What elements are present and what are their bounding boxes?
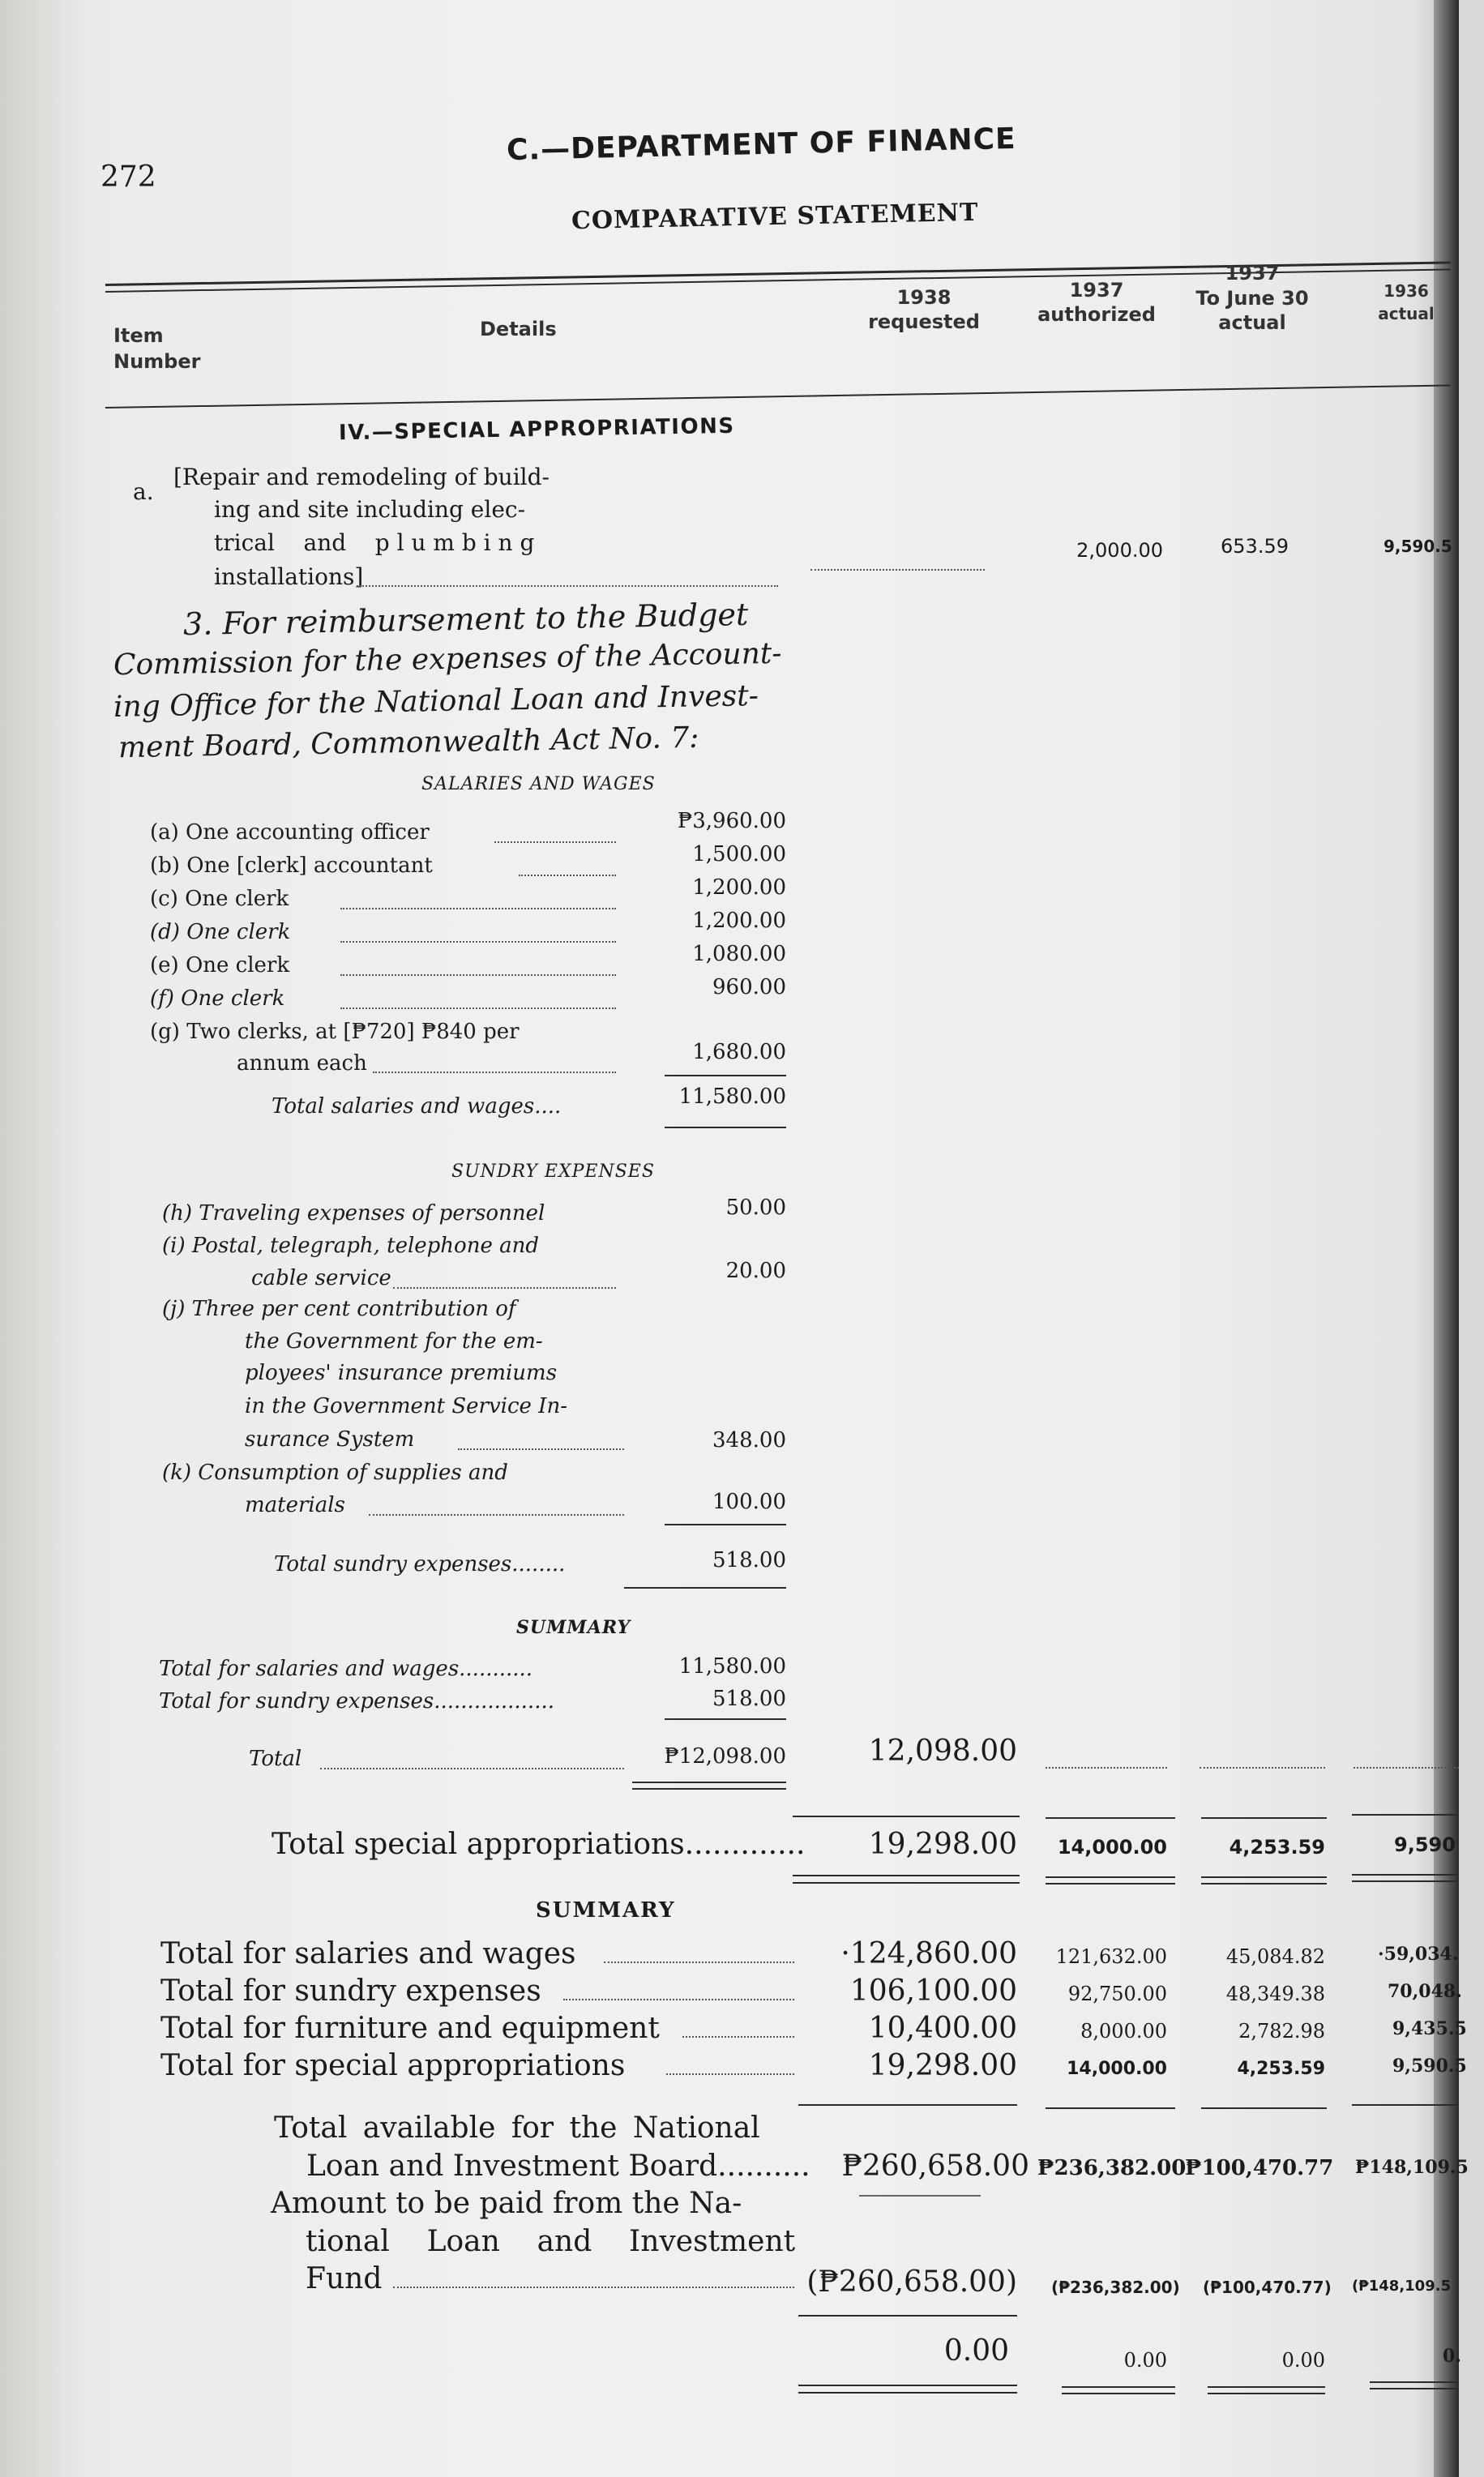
- sundry-i-leader: [393, 1287, 616, 1289]
- summary-row-3-actual-1937: 2,782.98: [1238, 2020, 1325, 2043]
- amount-paid-line-3: Fund: [306, 2262, 383, 2295]
- salary-g-label: (g) Two clerks, at [₱720] ₱840 per: [150, 1020, 520, 1044]
- salaries-heading: SALARIES AND WAGES: [421, 774, 656, 794]
- small-total-1936-blank: [1354, 1767, 1459, 1769]
- small-total-rule-bottom-2: [632, 1788, 786, 1790]
- total-salaries-rule-bottom: [665, 1127, 786, 1128]
- amount-paid-actual-1936: (₱148,109.5: [1352, 2278, 1452, 2295]
- page-number: 272: [101, 160, 156, 194]
- salary-f-leader: [340, 1007, 616, 1009]
- summary-row-1-actual-1936: ·59,034.: [1378, 1944, 1459, 1965]
- final-rule-auth-1: [1062, 2386, 1175, 2388]
- header-rule-bottom: [105, 384, 1451, 409]
- special-rule-bottom-1936-2: [1352, 1880, 1459, 1882]
- item-3-line-3: ing Office for the National Loan and Invest-: [113, 679, 759, 724]
- summary-row-3-actual-1936: 9,435.5: [1392, 2018, 1467, 2039]
- salary-e-amount: 1,080.00: [692, 942, 786, 966]
- final-rule-1938-1: [798, 2385, 1017, 2386]
- summary-row-3-auth-1937: 8,000.00: [1080, 2020, 1167, 2043]
- amount-paid-actual-1937: (₱100,470.77): [1203, 2278, 1332, 2297]
- small-total-actual-blank: [1200, 1767, 1325, 1769]
- summary-row-4-leader: [666, 2073, 794, 2075]
- amount-paid-line-2: tional Loan and Investment: [306, 2225, 796, 2258]
- sundry-k-line-1: (k) Consumption of supplies and: [162, 1461, 508, 1485]
- summary-rule-actual: [1201, 2107, 1327, 2109]
- special-rule-top-auth: [1046, 1817, 1175, 1819]
- sundry-k-line-2: materials: [245, 1493, 345, 1517]
- total-available-line-2: Loan and Investment Board..........: [306, 2150, 810, 2183]
- sundry-j-line-3: ployees' insurance premiums: [245, 1361, 558, 1385]
- special-rule-top-1936: [1352, 1814, 1459, 1816]
- total-special-actual-1937: 4,253.59: [1229, 1836, 1325, 1859]
- sundry-h-line-1: (h) Traveling expenses of personnel: [162, 1201, 545, 1226]
- item-a-blank-1938: [810, 569, 985, 571]
- total-available-req-1938: ₱260,658.00: [841, 2150, 1029, 2183]
- final-rule-1936-2: [1370, 2388, 1459, 2389]
- special-rule-bottom-1938-2: [793, 1882, 1020, 1884]
- col-details: Details: [480, 318, 557, 340]
- small-summary-salaries-amount: 11,580.00: [678, 1654, 786, 1679]
- small-total-req-1938: 12,098.00: [868, 1735, 1017, 1768]
- salary-c-amount: 1,200.00: [692, 875, 786, 900]
- sundry-k-amount: 100.00: [712, 1490, 786, 1514]
- total-sundry-rule-top: [665, 1524, 786, 1525]
- salary-e-label: (e) One clerk: [150, 953, 290, 978]
- small-total-rule-top: [665, 1718, 786, 1720]
- special-rule-bottom-auth-1: [1046, 1876, 1175, 1878]
- summary-row-3-req-1938: 10,400.00: [868, 2012, 1017, 2045]
- sundry-j-line-4: in the Government Service In-: [245, 1394, 567, 1418]
- small-total-label: Total: [249, 1747, 302, 1771]
- summary-row-2-req-1938: 106,100.00: [849, 1974, 1017, 2008]
- item-3-line-1: 3. For reimbursement to the Budget: [182, 596, 749, 643]
- sundry-heading: SUNDRY EXPENSES: [451, 1161, 655, 1182]
- summary-rule-auth: [1046, 2107, 1175, 2109]
- sundry-j-line-5: surance System: [245, 1427, 415, 1452]
- sundry-j-line-1: (j) Three per cent contribution of: [162, 1297, 516, 1321]
- item-a-line-1: [Repair and remodeling of build-: [173, 464, 550, 490]
- total-sundry-label: Total sundry expenses........: [274, 1552, 566, 1576]
- section-title: IV.—SPECIAL APPROPRIATIONS: [338, 413, 735, 446]
- summary-row-4-actual-1937: 4,253.59: [1237, 2059, 1325, 2079]
- total-salaries-label: Total salaries and wages....: [272, 1094, 562, 1119]
- final-rule-1936-1: [1370, 2381, 1459, 2383]
- total-special-actual-1936: 9,590: [1394, 1833, 1456, 1856]
- summary-row-4-req-1938: 19,298.00: [868, 2049, 1017, 2082]
- amount-paid-line-1: Amount to be paid from the Na-: [271, 2187, 742, 2220]
- col-item-number: Item Number: [113, 324, 201, 373]
- sundry-h-amount: 50.00: [725, 1196, 786, 1220]
- special-rule-top-actual: [1201, 1817, 1327, 1819]
- summary-row-3-leader: [682, 2036, 794, 2038]
- col-1937-top: 1937: [1225, 262, 1280, 284]
- salary-e-leader: [340, 974, 616, 976]
- amount-paid-leader: [393, 2287, 794, 2288]
- item-a-line-3: trical and p l u m b i n g: [214, 529, 535, 556]
- amount-paid-req-1938: (₱260,658.00): [806, 2265, 1017, 2299]
- salary-a-label: (a) One accounting officer: [150, 820, 430, 845]
- sundry-j-leader: [458, 1448, 624, 1450]
- salary-f-label: (f) One clerk: [150, 986, 285, 1011]
- small-summary-heading: SUMMARY: [516, 1617, 631, 1638]
- sundry-j-line-2: the Government for the em-: [245, 1329, 543, 1354]
- small-summary-sundry-label: Total for sundry expenses..................: [159, 1689, 554, 1713]
- small-total-leader: [320, 1768, 624, 1769]
- item-a-actual-1936: 9,590.5: [1383, 537, 1452, 556]
- sundry-k-leader: [369, 1514, 624, 1516]
- salary-g-leader: [373, 1072, 616, 1073]
- summary-row-1-req-1938: ·124,860.00: [840, 1937, 1017, 1970]
- salary-a-amount: ₱3,960.00: [677, 809, 786, 833]
- special-rule-bottom-1936-1: [1352, 1874, 1459, 1876]
- item-a-line-2: ing and site including elec-: [214, 496, 526, 523]
- special-rule-bottom-auth-2: [1046, 1883, 1175, 1884]
- final-rule-auth-2: [1062, 2393, 1175, 2394]
- summary-row-1-leader: [604, 1961, 794, 1963]
- special-rule-bottom-1938-1: [793, 1875, 1020, 1876]
- item-3-line-4: ment Board, Commonwealth Act No. 7:: [118, 721, 699, 765]
- salary-f-amount: 960.00: [712, 975, 786, 999]
- summary-rule-1936: [1352, 2104, 1459, 2106]
- col-1938-requested: 1938 requested: [868, 286, 980, 333]
- sundry-i-line-1: (i) Postal, telegraph, telephone and: [162, 1234, 539, 1258]
- total-available-line-1: Total available for the National: [274, 2111, 760, 2145]
- summary-row-4-actual-1936: 9,590.5: [1392, 2056, 1467, 2077]
- summary-row-3-label: Total for furniture and equipment: [160, 2012, 660, 2045]
- special-rule-top-1938: [793, 1816, 1020, 1817]
- salary-c-leader: [340, 908, 616, 909]
- sundry-j-amount: 348.00: [712, 1428, 786, 1452]
- salary-g-amount: 1,680.00: [692, 1040, 786, 1064]
- col-1937-authorized: 1937 authorized: [1037, 279, 1156, 326]
- final-auth-1937: 0.00: [1123, 2349, 1167, 2372]
- total-special-label: Total special appropriations.............: [272, 1828, 806, 1861]
- final-rule-actual-2: [1208, 2393, 1325, 2394]
- summary-row-2-auth-1937: 92,750.00: [1067, 1983, 1167, 2005]
- salary-b-label: (b) One [clerk] accountant: [150, 853, 433, 878]
- summary-row-2-leader: [563, 1999, 794, 2000]
- salary-d-leader: [340, 941, 616, 943]
- sundry-i-amount: 20.00: [725, 1259, 786, 1283]
- total-special-auth-1937: 14,000.00: [1057, 1836, 1167, 1859]
- final-req-1938: 0.00: [943, 2334, 1009, 2368]
- salary-g-label-2: annum each: [237, 1051, 367, 1076]
- final-actual-1937: 0.00: [1281, 2349, 1325, 2372]
- small-total-amount: ₱12,098.00: [664, 1744, 786, 1769]
- total-special-req-1938: 19,298.00: [868, 1828, 1017, 1861]
- item-a-auth-1937: 2,000.00: [1076, 539, 1163, 562]
- small-total-rule-bottom-1: [632, 1782, 786, 1783]
- final-rule-1938-2: [798, 2392, 1017, 2394]
- statement-title: COMPARATIVE STATEMENT: [571, 198, 979, 236]
- col-1937-actual: To June 30 actual: [1195, 287, 1309, 334]
- small-summary-sundry-amount: 518.00: [712, 1687, 786, 1711]
- sundry-i-line-2: cable service: [251, 1266, 391, 1290]
- total-available-actual-1936: ₱148,109.5: [1355, 2157, 1469, 2178]
- amount-paid-auth-1937: (₱236,382.00): [1051, 2278, 1180, 2297]
- salary-b-amount: 1,500.00: [692, 842, 786, 866]
- department-title: C.—DEPARTMENT OF FINANCE: [506, 122, 1017, 168]
- special-rule-bottom-actual-2: [1201, 1883, 1327, 1884]
- final-rule-top-1938: [798, 2315, 1017, 2317]
- summary-heading: SUMMARY: [536, 1898, 676, 1923]
- final-actual-1936: 0.: [1443, 2346, 1461, 2367]
- summary-row-4-label: Total for special appropriations: [160, 2049, 626, 2082]
- summary-row-1-actual-1937: 45,084.82: [1225, 1945, 1325, 1968]
- total-available-actual-1937: ₱100,470.77: [1185, 2156, 1334, 2180]
- total-sundry-amount: 518.00: [712, 1548, 786, 1572]
- summary-rule-1938: [798, 2104, 1017, 2106]
- salary-d-label: (d) One clerk: [150, 920, 291, 944]
- total-salaries-amount: 11,580.00: [678, 1084, 786, 1109]
- total-available-auth-1937: ₱236,382.00: [1037, 2156, 1187, 2180]
- small-total-auth-blank: [1046, 1767, 1167, 1769]
- total-salaries-rule-top: [665, 1075, 786, 1076]
- final-rule-actual-1: [1208, 2386, 1325, 2388]
- salary-a-leader: [494, 841, 616, 843]
- item-a-line-4: installations]: [214, 563, 364, 590]
- small-summary-salaries-label: Total for salaries and wages...........: [159, 1657, 533, 1681]
- item-3-line-2: Commission for the expenses of the Account-: [113, 636, 782, 682]
- salary-c-label: (c) One clerk: [150, 887, 289, 911]
- summary-row-1-label: Total for salaries and wages: [160, 1937, 576, 1970]
- special-rule-bottom-actual-1: [1201, 1876, 1327, 1878]
- total-sundry-rule-bottom: [624, 1587, 786, 1589]
- item-a-label: a.: [133, 478, 154, 505]
- summary-row-1-auth-1937: 121,632.00: [1055, 1945, 1167, 1968]
- summary-row-2-actual-1937: 48,349.38: [1225, 1983, 1325, 2005]
- summary-row-2-actual-1936: 70,048.: [1388, 1981, 1462, 2002]
- col-1936-actual: 1936 actual: [1378, 281, 1435, 323]
- summary-row-4-auth-1937: 14,000.00: [1067, 2059, 1167, 2079]
- item-a-leader: [357, 585, 778, 587]
- salary-d-amount: 1,200.00: [692, 909, 786, 933]
- item-a-actual-1937: 653.59: [1221, 535, 1289, 558]
- amount-paid-faint-rule: [859, 2195, 981, 2197]
- summary-row-2-label: Total for sundry expenses: [160, 1974, 541, 2008]
- salary-b-leader: [519, 875, 616, 876]
